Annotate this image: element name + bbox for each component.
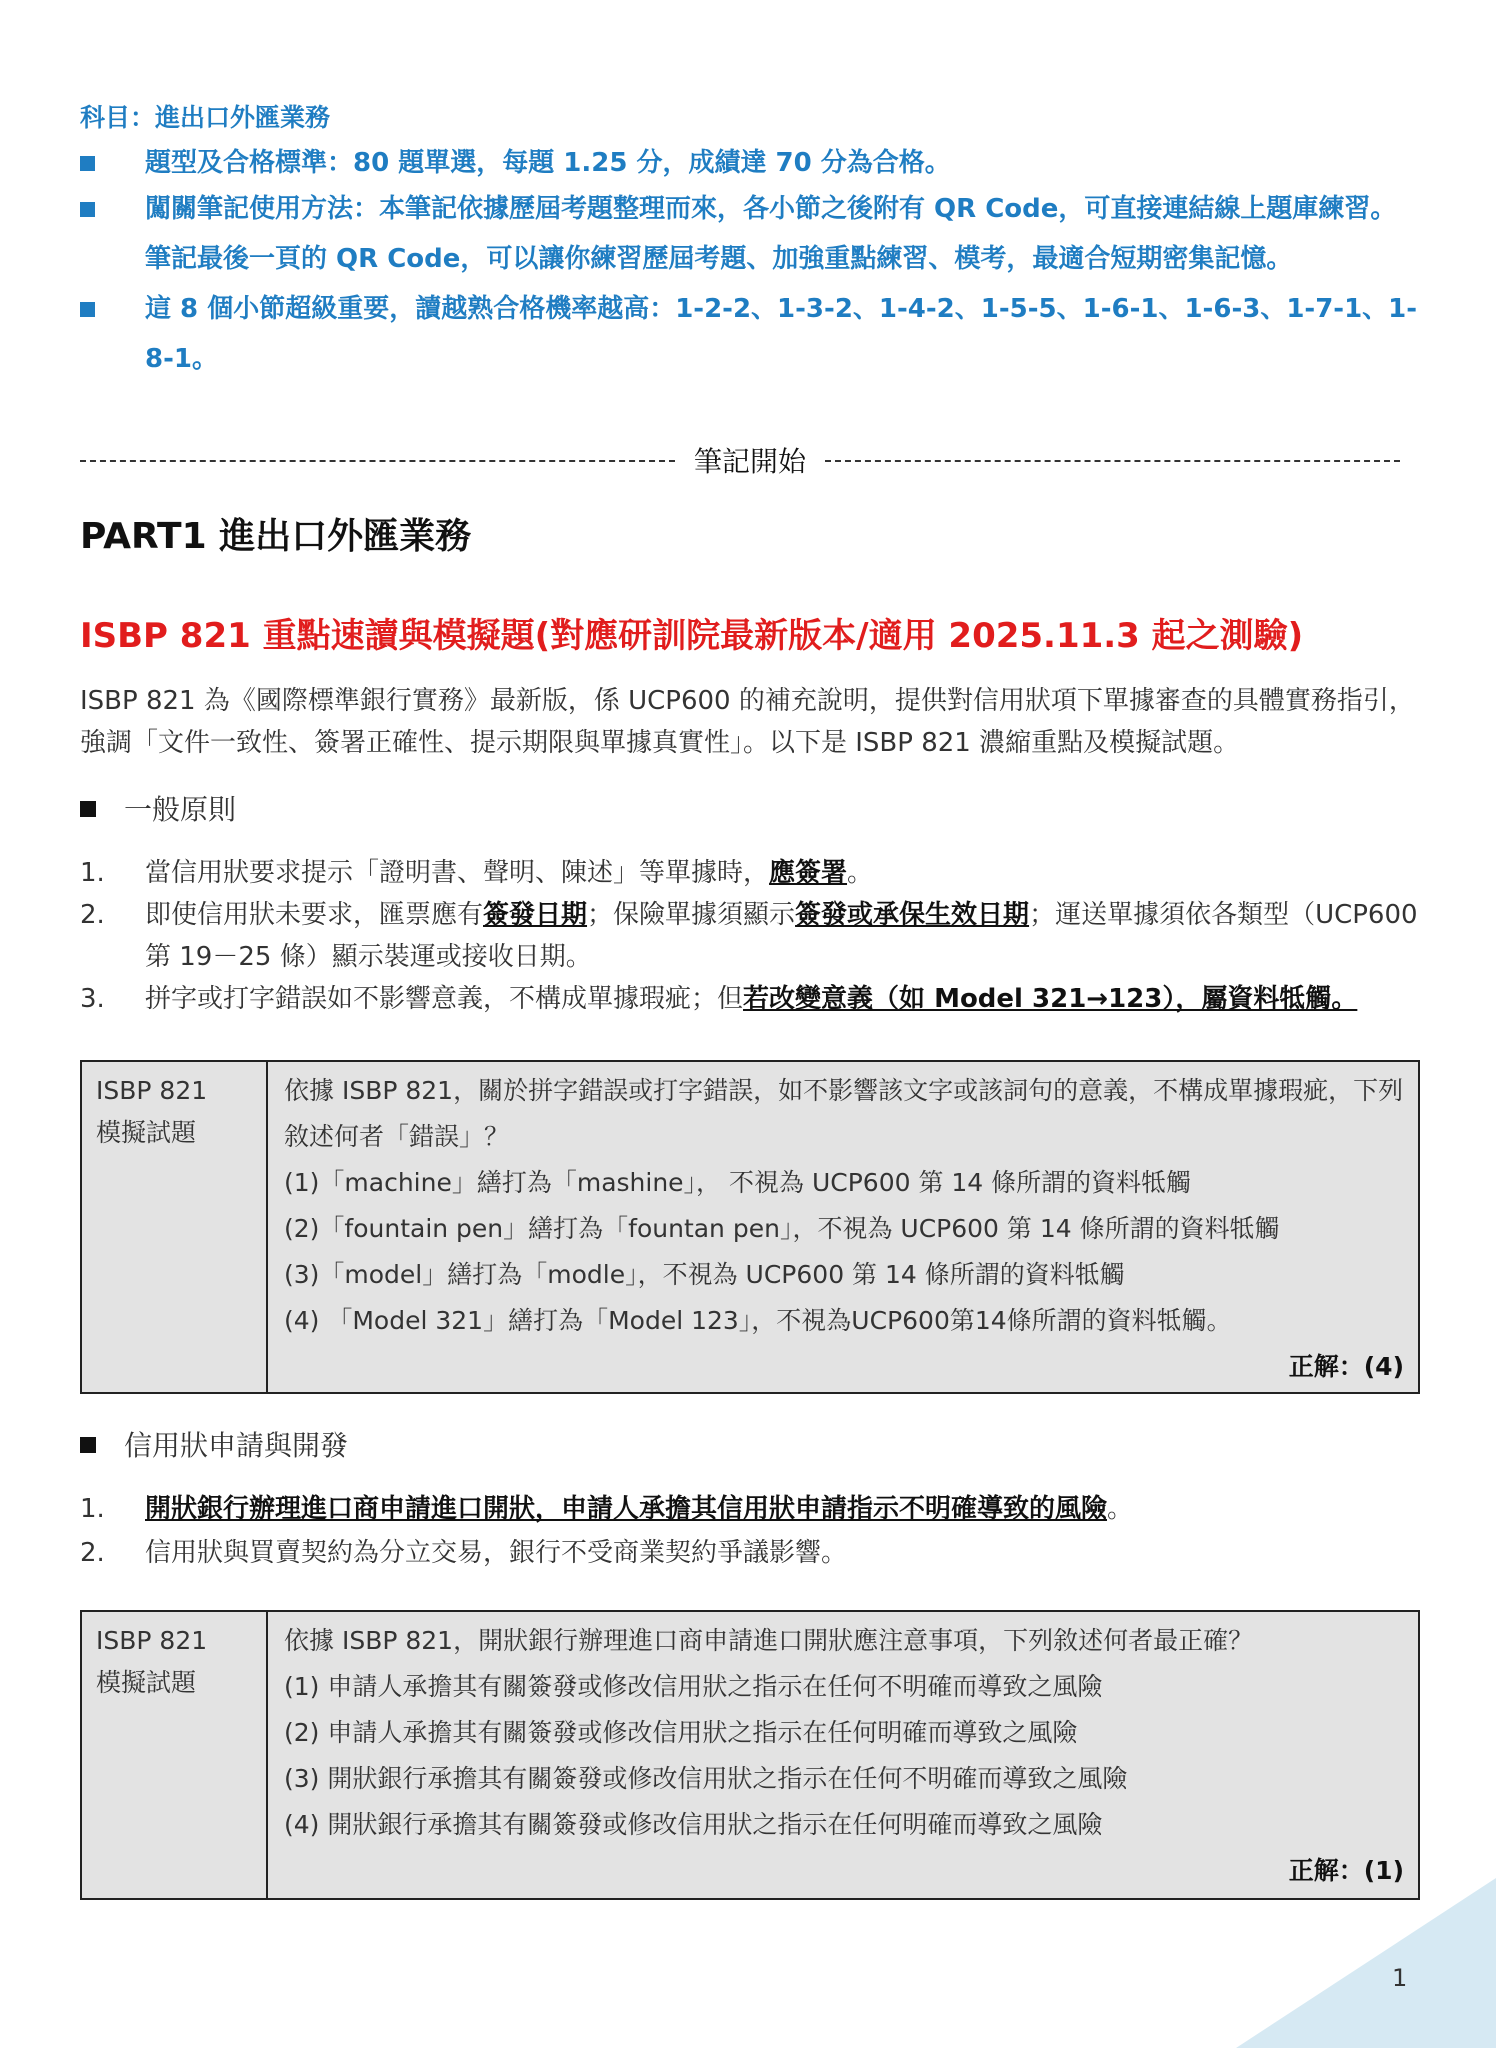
quiz-content (270, 1062, 1418, 1398)
quiz-content (270, 1612, 1418, 1902)
quiz-answer: 正解：(1) (1288, 1856, 1404, 1885)
quiz-option: (4) 「Model 321」繕打為「Model 123」，不視為UCP600第14條所謂的資料牴觸。 (284, 1306, 1232, 1335)
quiz-box-2 (80, 1610, 1420, 1900)
quiz-option: (1) 申請人承擔其有關簽發或修改信用狀之指示在任何不明確而導致之風險 (284, 1672, 1103, 1701)
info-bullet-usage: 闖關筆記使用方法：本筆記依據歷屆考題整理而來，各小節之後附有 QR Code，可直接連結線上題庫練習。筆記最後一頁的 QR Code，可以讓你練習歷屆考題、加強重點練習、模考，最適合短期密集記憶。 (80, 184, 1420, 284)
square-bullet-icon (80, 156, 95, 171)
page-number: 1 (1392, 1964, 1408, 1992)
quiz-answer: 正解：(4) (1288, 1352, 1404, 1381)
part-title: PART1 進出口外匯業務 (80, 516, 472, 557)
list-item: 1. 當信用狀要求提示「證明書、聲明、陳述」等單據時，應簽署。 (80, 858, 874, 888)
section-heading-red: ISBP 821 重點速讀與模擬題(對應研訓院最新版本/適用 2025.11.3 起之測驗) (80, 616, 1304, 656)
info-bullet-key-sections: 這 8 個小節超級重要，讀越熟合格機率越高：1-2-2、1-3-2、1-4-2、1-5-5、1-6-1、1-6-3、1-7-1、1-8-1。 (80, 284, 1420, 384)
list-item: 3. 拼字或打字錯誤如不影響意義，不構成單據瑕疵；但若改變意義（如 Model 321→123），屬資料牴觸。 (80, 984, 1358, 1014)
list-item: 1. 開狀銀行辦理進口商申請進口開狀，申請人承擔其信用狀申請指示不明確導致的風險。 (80, 1494, 1134, 1524)
quiz-question: 依據 ISBP 821，開狀銀行辦理進口商申請進口開狀應注意事項，下列敘述何者最正確？ (284, 1626, 1254, 1655)
section-general-principles: 一般原則 (80, 788, 236, 828)
info-bullet-exam-format: 題型及合格標準：80 題單選，每題 1.25 分，成績達 70 分為合格。 (80, 138, 1420, 188)
intro-paragraph: ISBP 821 為《國際標準銀行實務》最新版，係 UCP600 的補充說明，提供對信用狀項下單據審查的具體實務指引，強調「文件一致性、簽署正確性、提示期限與單據真實性」。以下是 ISBP 821 濃縮重點及模擬試題。 (80, 686, 1415, 758)
square-bullet-icon (80, 302, 95, 317)
quiz-option: (4) 開狀銀行承擔其有關簽發或修改信用狀之指示在任何明確而導致之風險 (284, 1810, 1103, 1839)
section-lc-application: 信用狀申請與開發 (80, 1424, 348, 1464)
quiz-option: (3) 開狀銀行承擔其有關簽發或修改信用狀之指示在任何不明確而導致之風險 (284, 1764, 1128, 1793)
square-bullet-icon (80, 1437, 96, 1453)
quiz-option: (2)「fountain pen」繕打為「fountan pen」，不視為 UCP600 第 14 條所謂的資料牴觸 (284, 1214, 1280, 1243)
square-bullet-icon (80, 202, 95, 217)
quiz-label: ISBP 821 模擬試題 (82, 1062, 268, 1392)
list-item: 2. 即使信用狀未要求，匯票應有簽發日期；保險單據須顯示簽發或承保生效日期；運送單據須依各類型（UCP600 第 19－25 條）顯示裝運或接收日期。 (80, 900, 1418, 972)
square-bullet-icon (80, 801, 96, 817)
quiz-option: (3)「model」繕打為「modle」，不視為 UCP600 第 14 條所謂的資料牴觸 (284, 1260, 1125, 1289)
subject-line: 科目：進出口外匯業務 (80, 103, 331, 132)
quiz-option: (2) 申請人承擔其有關簽發或修改信用狀之指示在任何明確而導致之風險 (284, 1718, 1078, 1747)
quiz-label: ISBP 821 模擬試題 (82, 1612, 268, 1898)
quiz-question: 依據 ISBP 821，關於拼字錯誤或打字錯誤，如不影響該文字或該詞句的意義，不構成單據瑕疵，下列敘述何者「錯誤」？ (284, 1076, 1404, 1151)
list-item: 2. 信用狀與買賣契約為分立交易，銀行不受商業契約爭議影響。 (80, 1538, 848, 1568)
quiz-option: (1)「machine」繕打為「mashine」， 不視為 UCP600 第 14 條所謂的資料牴觸 (284, 1168, 1192, 1197)
notes-start-divider: 筆記開始 (80, 440, 1400, 476)
quiz-box-1 (80, 1060, 1420, 1394)
corner-decoration (1156, 1878, 1496, 2048)
